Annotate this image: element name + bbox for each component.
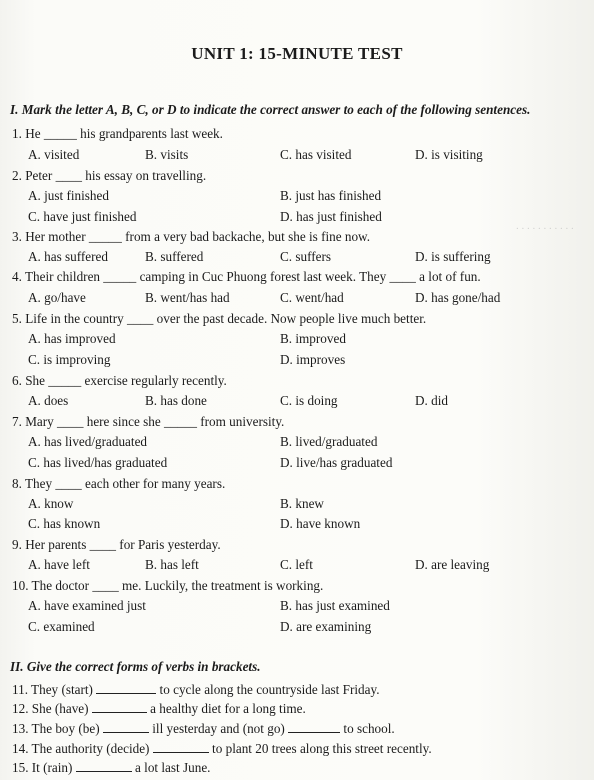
question-12-answer-blank[interactable] [92, 700, 147, 713]
question-1-option-d: D. is visiting [415, 147, 483, 162]
question-2-stem: 2. Peter ____ his essay on travelling. [12, 168, 207, 183]
question-9-option-d: D. are leaving [415, 557, 490, 572]
question-5-option-d: D. improves [280, 352, 346, 367]
question-10-option-a: A. have examined just [28, 598, 146, 613]
question-5-stem: 5. Life in the country ____ over the past decade. Now people live much better. [12, 311, 427, 326]
question-6-stem: 6. She _____ exercise regularly recently. [12, 373, 227, 388]
question-8-option-b: B. knew [280, 496, 324, 511]
question-6-option-d: D. did [415, 393, 448, 408]
question-11-continuation: to cycle along the countryside last Friday. [159, 682, 380, 697]
question-5-option-c: C. is improving [28, 352, 111, 367]
question-9-option-a: A. have left [28, 557, 90, 572]
question-14-continuation: to plant 20 trees along this street recently. [212, 741, 432, 756]
question-10-stem: 10. The doctor ____ me. Luckily, the treatment is working. [12, 578, 324, 593]
question-5-option-a: A. has improved [28, 331, 116, 346]
question-1-option-a: A. visited [28, 147, 80, 162]
section-2-heading: II. Give the correct forms of verbs in brackets. [10, 659, 261, 674]
question-2-option-a: A. just finished [28, 188, 109, 203]
question-8-option-d: D. have known [280, 516, 361, 531]
question-15-continuation: a lot last June. [135, 760, 211, 775]
show-through-text: . . . . . . . . . . . [516, 220, 574, 232]
question-4-option-b: B. went/has had [145, 290, 230, 305]
page-title: UNIT 1: 15-MINUTE TEST [191, 44, 403, 63]
question-11-answer-blank[interactable] [96, 681, 156, 694]
question-7-stem: 7. Mary ____ here since she _____ from university. [12, 414, 285, 429]
question-14-answer-blank[interactable] [153, 740, 209, 753]
question-14 [12, 740, 432, 757]
question-7-option-c: C. has lived/has graduated [28, 455, 168, 470]
question-9-option-b: B. has left [145, 557, 199, 572]
question-7-option-a: A. has lived/graduated [28, 434, 148, 449]
question-3-option-d: D. is suffering [415, 249, 491, 264]
question-7-option-b: B. lived/graduated [280, 434, 378, 449]
question-6-option-c: C. is doing [280, 393, 338, 408]
question-13-answer-blank-1[interactable] [103, 720, 149, 733]
question-8-option-a: A. know [28, 496, 74, 511]
question-2-option-c: C. have just finished [28, 209, 137, 224]
question-2-option-b: B. just has finished [280, 188, 382, 203]
question-15-prompt: 15. It (rain) [12, 760, 73, 775]
question-3-option-a: A. has suffered [28, 249, 108, 264]
question-3-option-c: C. suffers [280, 249, 332, 264]
question-4-option-d: D. has gone/had [415, 290, 501, 305]
question-12-continuation: a healthy diet for a long time. [150, 701, 306, 716]
question-6-option-a: A. does [28, 393, 69, 408]
question-13-prompt: 13. The boy (be) [12, 721, 100, 736]
question-10-option-c: C. examined [28, 619, 95, 634]
question-8-stem: 8. They ____ each other for many years. [12, 476, 226, 491]
question-3-stem: 3. Her mother _____ from a very bad backache, but she is fine now. [12, 229, 371, 244]
question-7-option-d: D. live/has graduated [280, 455, 393, 470]
question-12-prompt: 12. She (have) [12, 701, 89, 716]
question-4-option-a: A. go/have [28, 290, 86, 305]
section-1-heading: I. Mark the letter A, B, C, or D to indicate the correct answer to each of the following sentences. [10, 102, 531, 117]
question-13-middle: ill yesterday and (not go) [152, 721, 285, 736]
question-15 [12, 759, 210, 776]
question-1-stem: 1. He _____ his grandparents last week. [12, 126, 223, 141]
question-14-prompt: 14. The authority (decide) [12, 741, 150, 756]
question-3-option-b: B. suffered [145, 249, 204, 264]
question-11-prompt: 11. They (start) [12, 682, 93, 697]
question-9-stem: 9. Her parents ____ for Paris yesterday. [12, 537, 221, 552]
question-6-option-b: B. has done [145, 393, 207, 408]
question-2-option-d: D. has just finished [280, 209, 382, 224]
question-4-option-c: C. went/had [280, 290, 344, 305]
question-13-answer-blank-2[interactable] [288, 720, 340, 733]
question-13-continuation: to school. [343, 721, 395, 736]
question-8-option-c: C. has known [28, 516, 101, 531]
question-15-answer-blank[interactable] [76, 759, 132, 772]
question-11 [12, 681, 380, 698]
question-1-option-c: C. has visited [280, 147, 352, 162]
question-1-option-b: B. visits [145, 147, 189, 162]
question-12 [12, 700, 306, 717]
question-4-stem: 4. Their children _____ camping in Cuc Phuong forest last week. They ____ a lot of fun. [12, 269, 481, 284]
question-5-option-b: B. improved [280, 331, 346, 346]
question-13 [12, 720, 395, 737]
question-9-option-c: C. left [280, 557, 313, 572]
question-10-option-d: D. are examining [280, 619, 372, 634]
question-10-option-b: B. has just examined [280, 598, 390, 613]
